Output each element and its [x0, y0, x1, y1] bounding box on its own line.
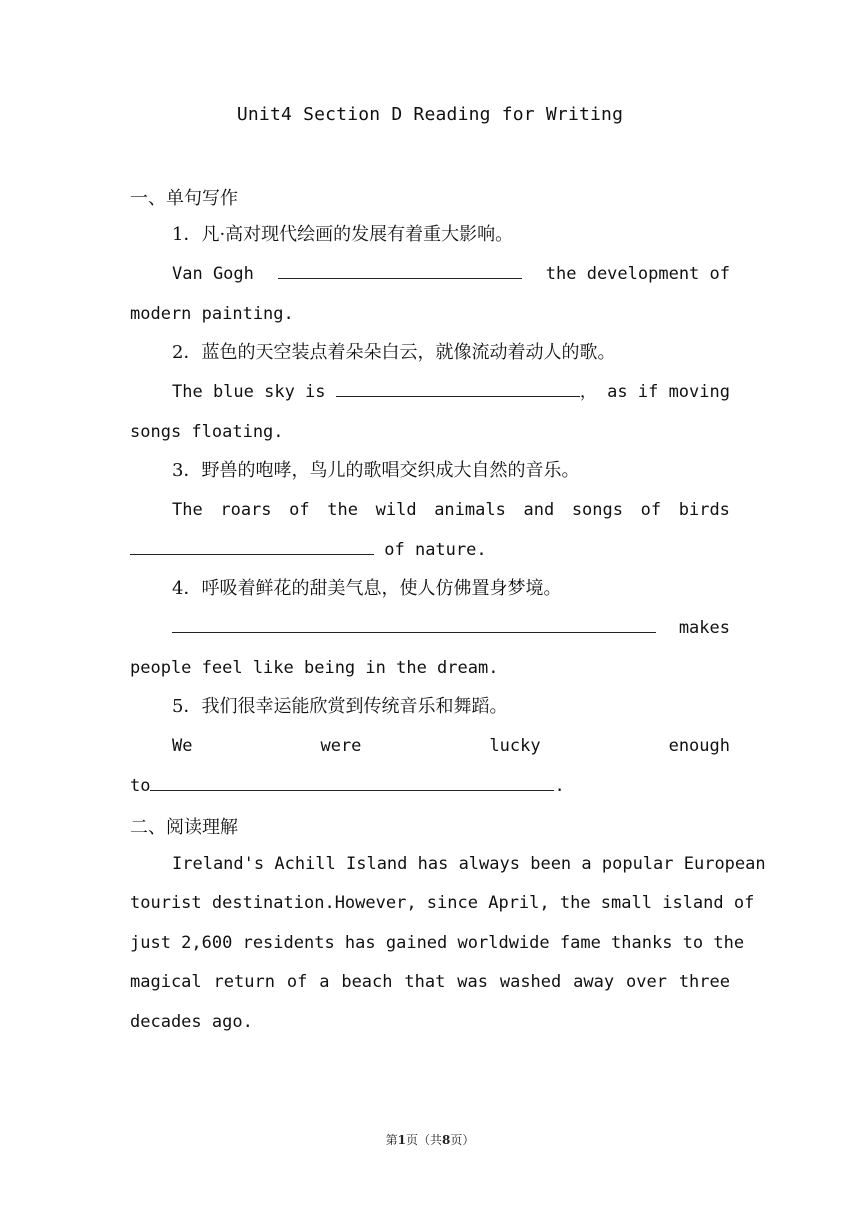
item-4-chinese: 4．呼吸着鲜花的甜美气息，使人仿佛置身梦境。 [172, 578, 562, 599]
section-heading-writing: 一、单句写作 [130, 188, 238, 209]
item-1-answer-blank[interactable] [278, 262, 522, 279]
item-3-word: animals [434, 500, 506, 520]
item-3-chinese: 3．野兽的咆哮，鸟儿的歌唱交织成大自然的音乐。 [172, 460, 580, 481]
section-heading-reading: 二、阅读理解 [130, 817, 238, 838]
item-5-english-line-1 [130, 734, 730, 758]
item-3-word: wild [375, 500, 417, 520]
footer-total-pages: 8 [442, 1133, 451, 1147]
item-2-answer-blank[interactable] [336, 380, 580, 397]
reading-line-text: magical return of a beach that was washed away over three [130, 972, 730, 992]
reading-line-2 [130, 891, 755, 915]
item-3-word: of [640, 500, 662, 520]
item-4-text-end: makes [678, 618, 730, 638]
item-4-answer-blank[interactable] [172, 616, 656, 633]
item-5-word: were [320, 736, 362, 756]
item-3-word: the [327, 500, 358, 520]
item-2-english-line-1 [130, 380, 730, 404]
reading-line-text: tourist destination.However, since April, the small island of [130, 893, 755, 913]
reading-line-1 [130, 852, 766, 876]
item-2-chinese: 2．蓝色的天空装点着朵朵白云，就像流动着动人的歌。 [172, 342, 616, 363]
item-1-english-line-1 [130, 262, 730, 286]
page-footer [0, 1131, 860, 1148]
item-3-word: The [172, 500, 203, 520]
footer-suffix: 页） [450, 1133, 475, 1147]
item-4-english-line-1 [130, 616, 730, 640]
reading-line-3 [130, 931, 745, 955]
item-3-english-line-1 [130, 498, 730, 522]
item-5-english-line-2 [130, 774, 730, 798]
reading-line-text: just 2,600 residents has gained worldwide fame thanks to the [130, 933, 745, 953]
item-5-word: enough [668, 736, 730, 756]
item-5-word: We [172, 736, 193, 756]
item-2-english-line-2: songs floating. [130, 422, 284, 442]
item-5-text-end: . [554, 776, 565, 796]
item-3-word: roars [220, 500, 272, 520]
item-1-english-line-2: modern painting. [130, 304, 294, 324]
item-3-word: songs [571, 500, 623, 520]
item-2-comma: ， [579, 382, 597, 402]
item-3-english-line-2 [130, 538, 730, 562]
item-2-text-start: The blue sky is [172, 382, 326, 402]
footer-prefix: 第 [385, 1133, 398, 1147]
reading-line-text: Ireland's Achill Island has always been a popular European [172, 854, 766, 874]
item-3-answer-blank[interactable] [130, 538, 374, 555]
reading-line-5: decades ago. [130, 1012, 253, 1032]
item-4-english-line-2: people feel like being in the dream. [130, 658, 499, 678]
document-title: Unit4 Section D Reading for Writing [236, 104, 624, 125]
item-3-word: birds [678, 500, 730, 520]
item-1-chinese: 1．凡·高对现代绘画的发展有着重大影响。 [172, 224, 514, 245]
item-2-text-end: as if moving [607, 382, 730, 402]
item-2-blank-group [336, 380, 597, 404]
item-5-text-start: to [130, 776, 151, 796]
item-5-chinese: 5．我们很幸运能欣赏到传统音乐和舞蹈。 [172, 696, 508, 717]
item-3-text-end: of nature. [384, 540, 487, 560]
item-1-text-end: the development of [545, 264, 730, 284]
footer-middle: 页（共 [405, 1133, 442, 1147]
item-5-answer-blank[interactable] [150, 774, 554, 791]
footer-page-number: 1 [397, 1133, 406, 1147]
item-3-word: of [289, 500, 310, 520]
item-1-text-start: Van Gogh [172, 264, 254, 284]
item-3-word: and [523, 500, 555, 520]
item-5-word: lucky [489, 736, 541, 756]
reading-line-4 [130, 970, 730, 994]
